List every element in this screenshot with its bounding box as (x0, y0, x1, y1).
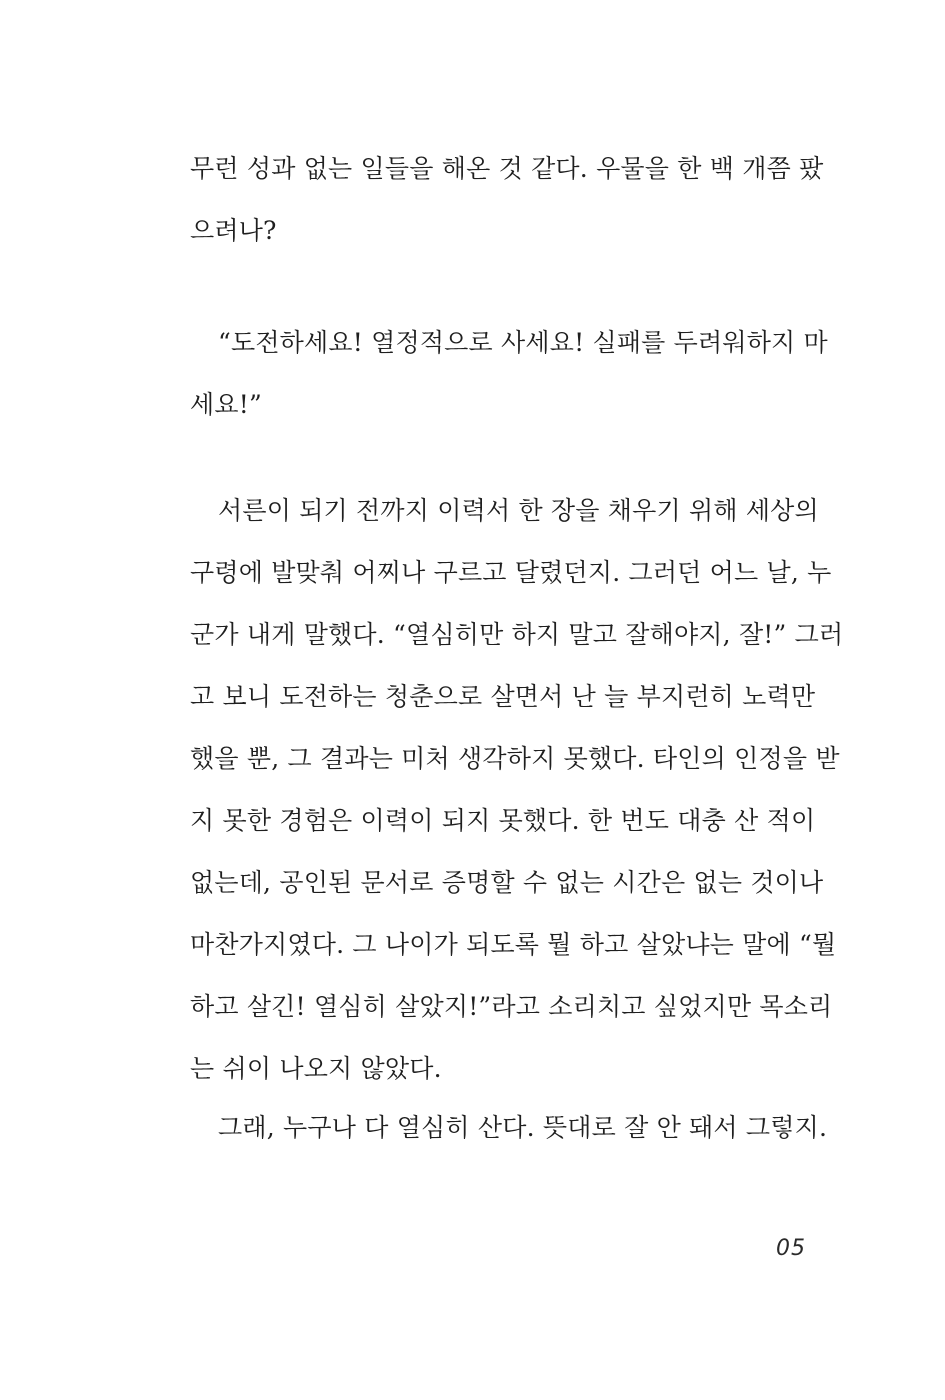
paragraph-line: 무런 성과 없는 일들을 해온 것 같다. 우물을 한 백 개쯤 팠 (190, 154, 824, 183)
paragraph-3 (190, 480, 844, 1100)
paragraph-line: 했을 뿐, 그 결과는 미처 생각하지 못했다. 타인의 인정을 받 (190, 744, 840, 773)
paragraph-line: 으려나? (190, 216, 277, 245)
paragraph-1 (190, 138, 824, 262)
paragraph-line: 고 보니 도전하는 청춘으로 살면서 난 늘 부지런히 노력만 (190, 682, 816, 711)
paragraph-line: 는 쉬이 나오지 않았다. (190, 1054, 442, 1083)
paragraph-4 (190, 1097, 828, 1159)
paragraph-line: 그래, 누구나 다 열심히 산다. 뜻대로 잘 안 돼서 그렇지. (218, 1113, 828, 1142)
paragraph-line: 마찬가지였다. 그 나이가 되도록 뭘 하고 살았냐는 말에 “뭘 (190, 930, 837, 959)
paragraph-line: 서른이 되기 전까지 이력서 한 장을 채우기 위해 세상의 (218, 496, 819, 525)
page-number: 05 (776, 1236, 806, 1261)
paragraph-line: 지 못한 경험은 이력이 되지 못했다. 한 번도 대충 산 적이 (190, 806, 816, 835)
paragraph-line: 하고 살긴! 열심히 살았지!”라고 소리치고 싶었지만 목소리 (190, 992, 833, 1021)
paragraph-line: 구령에 발맞춰 어찌나 구르고 달렸던지. 그러던 어느 날, 누 (190, 558, 832, 587)
paragraph-line: “도전하세요! 열정적으로 사세요! 실패를 두려워하지 마 (218, 328, 828, 357)
paragraph-line: 없는데, 공인된 문서로 증명할 수 없는 시간은 없는 것이나 (190, 868, 824, 897)
paragraph-line: 군가 내게 말했다. “열심히만 하지 말고 잘해야지, 잘!” 그러 (190, 620, 844, 649)
paragraph-line: 세요!” (190, 390, 262, 419)
paragraph-2 (190, 312, 828, 436)
